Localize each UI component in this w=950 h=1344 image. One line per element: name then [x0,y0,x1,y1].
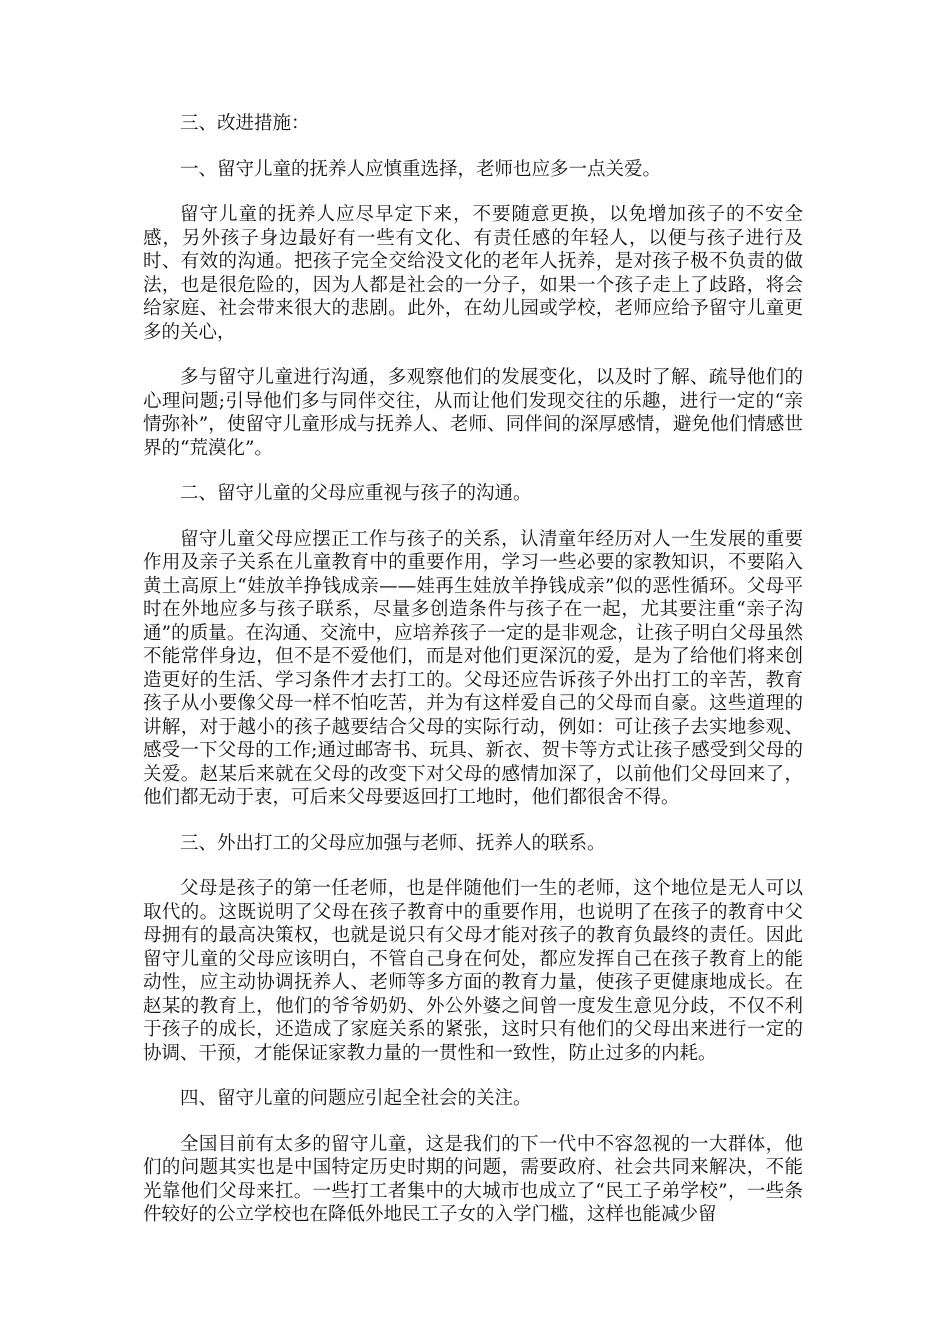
body-paragraph: 父母是孩子的第一任老师，也是伴随他们一生的老师，这个地位是无人可以取代的。这既说明了父母在孩子教育中的重要作用，也说明了在孩子的教育中父母拥有的最高决策权，也就是说只有父母才能对孩子的教育负最终的责任。因此留守儿童的父母应该明白，不管自己身在何处，都应发挥自己在孩子教育上的能动性，应主动协调抚养人、老师等多方面的教育力量，使孩子更健康地成长。在赵某的教育上，他们的爷爷奶奶、外公外婆之间曾一度发生意见分歧，不仅不利于孩子的成长，还造成了家庭关系的紧张，这时只有他们的父母出来进行一定的协调、干预，才能保证家教力量的一贯性和一致性，防止过多的内耗。 [143,878,803,1064]
body-paragraph: 留守儿童父母应摆正工作与孩子的关系，认清童年经历对人一生发展的重要作用及亲子关系在儿童教育中的重要作用，学习一些必要的家教知识，不要陷入黄土高原上“娃放羊挣钱成亲——娃再生娃放羊挣钱成亲”似的恶性循环。父母平时在外地应多与孩子联系，尽量多创造条件与孩子在一起，尤其要注重“亲子沟通”的质量。在沟通、交流中，应培养孩子一定的是非观念，让孩子明白父母虽然不能常伴身边，但不是不爱他们，而是对他们更深沉的爱，是为了给他们将来创造更好的生活、学习条件才去打工的。父母还应告诉孩子外出打工的辛苦，教育孩子从小要像父母一样不怕吃苦，并为有这样爱自己的父母而自豪。这些道理的讲解，对于越小的孩子越要结合父母的实际行动，例如：可让孩子去实地参观、感受一下父母的工作;通过邮寄书、玩具、新衣、贺卡等方式让孩子感受到父母的关爱。赵某后来就在父母的改变下对父母的感情加深了，以前他们父母回来了，他们都无动于衷，可后来父母要返回打工地时，他们都很舍不得。 [143,528,803,808]
body-paragraph: 全国目前有太多的留守儿童，这是我们的下一代中不容忽视的一大群体，他们的问题其实也是中国特定历史时期的问题，需要政府、社会共同来解决，不能光靠他们父母来扛。一些打工者集中的大城市也成立了“民工子弟学校”，一些条件较好的公立学校也在降低外地民工子女的入学门槛，这样也能减少留 [143,1133,803,1225]
subheading-society-attention: 四、留守儿童的问题应引起全社会的关注。 [180,1088,532,1109]
subheading-parent-teacher-contact: 三、外出打工的父母应加强与老师、抚养人的联系。 [180,832,606,854]
subheading-caregiver-selection: 一、留守儿童的抚养人应慎重选择，老师也应多一点关爱。 [180,158,662,180]
section-heading-improvement-measures: 三、改进措施： [180,113,310,134]
body-paragraph: 多与留守儿童进行沟通，多观察他们的发展变化，以及时了解、疏导他们的心理问题;引导他们多与同伴交往，从而让他们发现交往的乐趣，进行一定的“亲情弥补”，使留守儿童形成与抚养人、老师、同伴间的深厚感情，避免他们情感世界的“荒漠化”。 [143,367,803,459]
subheading-parent-communication: 二、留守儿童的父母应重视与孩子的沟通。 [180,483,532,504]
body-paragraph: 留守儿童的抚养人应尽早定下来，不要随意更换，以免增加孩子的不安全感，另外孩子身边最好有一些有文化、有责任感的年轻人，以便与孩子进行及时、有效的沟通。把孩子完全交给没文化的老年人抚养，是对孩子极不负责的做法，也是很危险的，因为人都是社会的一分子，如果一个孩子走上了歧路，将会给家庭、社会带来很大的悲剧。此外，在幼儿园或学校，老师应给予留守儿童更多的关心， [143,204,803,343]
document-body [143,112,803,1249]
